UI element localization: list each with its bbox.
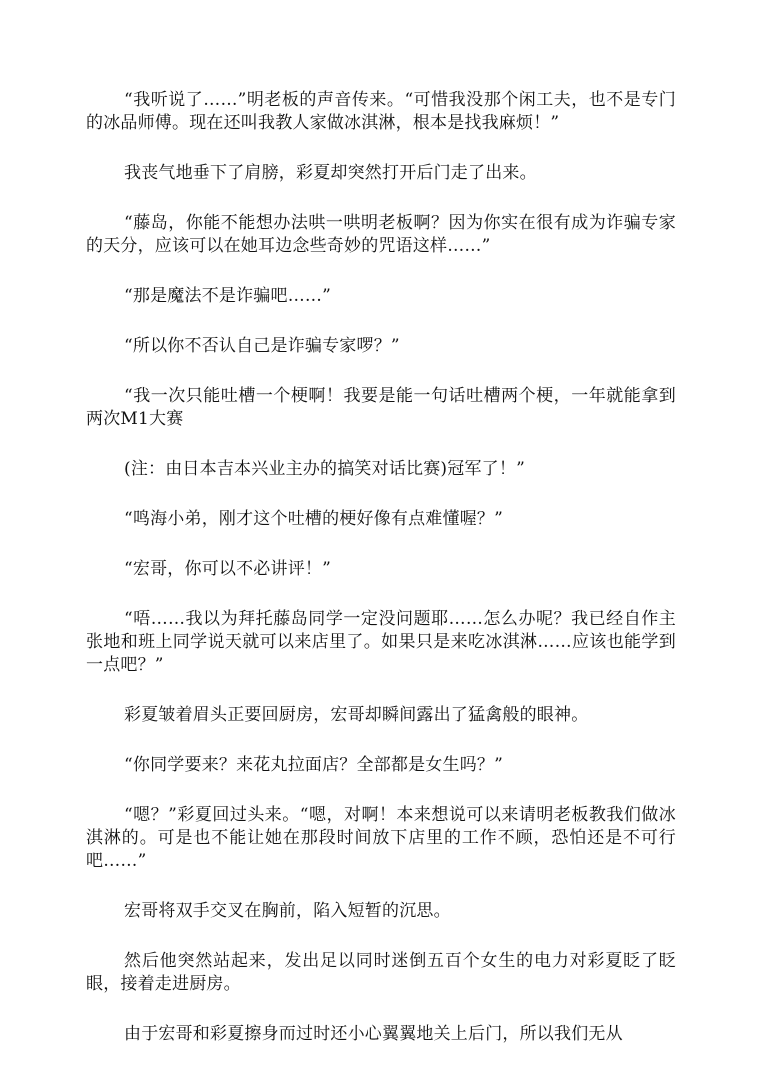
paragraph: “我一次只能吐槽一个梗啊！我要是能一句话吐槽两个梗，一年就能拿到两次M1大赛 — [86, 386, 676, 429]
paragraph: “你同学要来？来花丸拉面店？全部都是女生吗？” — [124, 755, 503, 775]
paragraph: 彩夏皱着眉头正要回厨房，宏哥却瞬间露出了猛禽般的眼神。 — [124, 705, 589, 725]
paragraph: 宏哥将双手交叉在胸前，陷入短暂的沉思。 — [124, 901, 451, 921]
paragraph: “藤岛，你能不能想办法哄一哄明老板啊？因为你实在很有成为诈骗专家的天分，应该可以在她耳边念些奇妙的咒语这样……” — [86, 213, 676, 256]
paragraph: “嗯？”彩夏回过头来。“嗯，对啊！本来想说可以来请明老板教我们做冰淇淋的。可是也不能让她在那段时间放下店里的工作不顾，恐怕还是不可行吧……” — [86, 805, 676, 871]
paragraph: “宏哥，你可以不必讲评！” — [124, 559, 331, 579]
paragraph: 我丧气地垂下了肩膀，彩夏却突然打开后门走了出来。 — [124, 163, 537, 183]
paragraph: (注：由日本吉本兴业主办的搞笑对话比赛)冠军了！” — [124, 459, 525, 479]
paragraph: 由于宏哥和彩夏擦身而过时还小心翼翼地关上后门，所以我们无从 — [124, 1024, 623, 1044]
paragraph: 然后他突然站起来，发出足以同时迷倒五百个女生的电力对彩夏眨了眨眼，接着走进厨房。 — [86, 951, 676, 994]
paragraph: “我听说了……”明老板的声音传来。“可惜我没那个闲工夫，也不是专门的冰品师傅。现在还叫我教人家做冰淇淋，根本是找我麻烦！” — [86, 90, 676, 133]
paragraph: “那是魔法不是诈骗吧……” — [124, 286, 331, 306]
paragraph: “鸣海小弟，刚才这个吐槽的梗好像有点难懂喔？” — [124, 509, 503, 529]
page-body — [86, 89, 676, 1073]
paragraph: “唔……我以为拜托藤岛同学一定没问题耶……怎么办呢？我已经自作主张地和班上同学说天就可以来店里了。如果只是来吃冰淇淋……应该也能学到一点吧？” — [86, 609, 676, 675]
paragraph: “所以你不否认自己是诈骗专家啰？” — [124, 336, 400, 356]
